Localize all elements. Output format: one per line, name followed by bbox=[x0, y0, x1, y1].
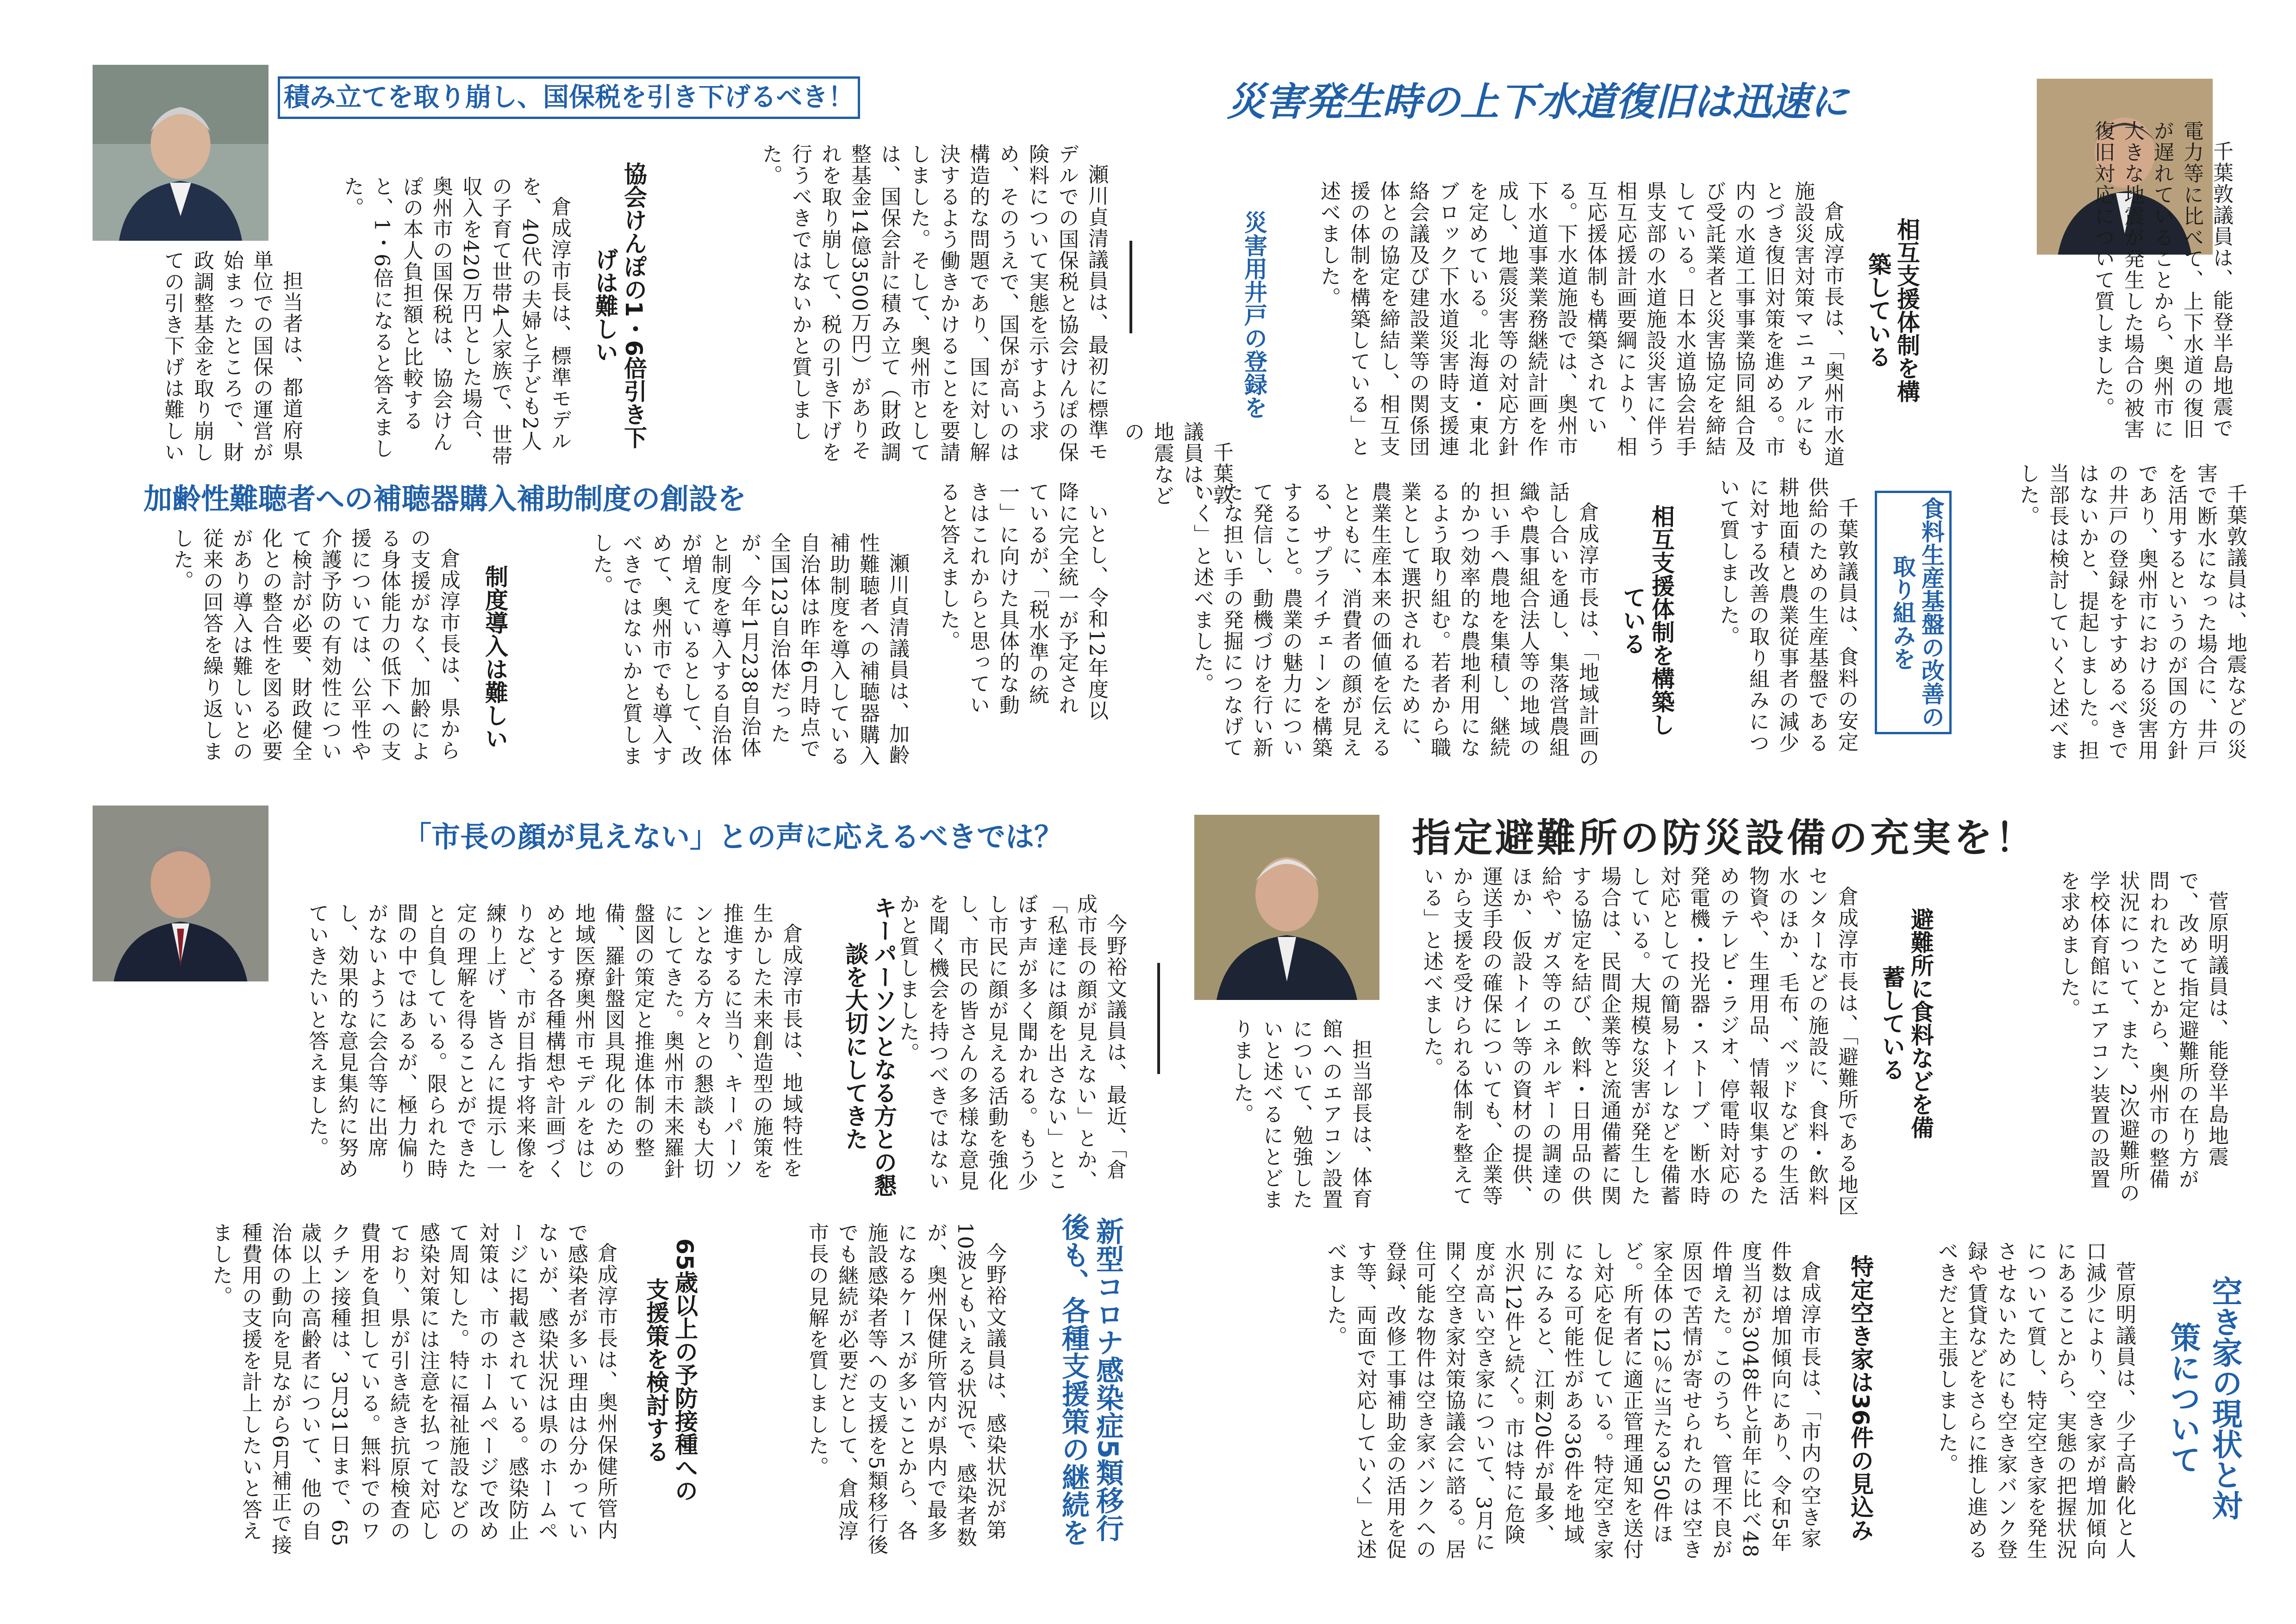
corona-title: 新型コロナ感染症5類移行後も、各種支援策の継続を bbox=[1057, 1213, 1124, 1546]
kokuho-official-answer: 担当者は、都道府県単位での国保の運営が始まったところで、財政調整基金を取り崩しての引き下げは難しい bbox=[161, 250, 303, 463]
hinanjo-subhead: 避難所に食料などを備蓄している bbox=[1878, 907, 1934, 1139]
shichou-subhead: キーパーソンとなる方との懇談を大切にしてきた bbox=[842, 896, 897, 1197]
corona-question-text: 今野裕文議員は、感染状況が第10波ともいえる状況で、感染者数が、奥州保健所管内が県内で最多になるケースが多いことから、各施設感染者等への支援を5類移行後でも継続が必要だとして、倉成淳市長の見解を質しました。 bbox=[805, 1222, 1006, 1555]
kokuho-question-text: 瀬川貞清議員は、最初に標準モデルでの国保税と協会けんぽの保険料について実態を示すよう求め、そのうえで、国保が高いのは構造的な問題であり、国に対し解決するよう働きかけることを要請しました。そして、奥州市としては、国保会計に積み立て（財政調整基金14億3500万円）がありそれを取り崩して、税の引き下げを行うべきではないかと質しました。 bbox=[759, 144, 1108, 463]
hochouki-carryover-text: いとし、令和12年度以降に完全統一が予定されているが、「税水準の統一」に向けた具体的な動きはこれからと思っていると答えました。 bbox=[936, 481, 1108, 721]
hochouki-question-text: 瀬川貞清議員は、加齢性難聴者への補聴器購入補助制度を導入している自治体は昨年6月時点で全国123自治体だったが、今年1月238自治体と制度を導入する自治体が増えているとして、改めて、奥州市でも導入すべきではないかと質しました。 bbox=[589, 532, 909, 767]
suido-well-lead: 千葉敦議員は、地震などの bbox=[1121, 421, 1233, 506]
shichou-answer-text: 倉成淳市長は、地域特性を生かした未来創造型の施策を推進するに当り、キーパーソンとなる方々との懇談も大切にしてきた。奥州市未来羅針盤図の策定と推進体制の整備、羅針盤図具現化のための地域医療奥州市モデルをはじめとする各種構想や計画づくりなど、市が目指す将来像を練り上げ、皆さんに提示し一定の理解を得ることができたと自負している。限られた時間の中ではあるが、極力偏りがないように会合等に出席し、効果的な意見集約に努めていきたいと答えました。 bbox=[305, 903, 803, 1180]
portrait-segawa bbox=[93, 65, 268, 241]
kokuho-subhead: 協会けんぽの1・6倍引き下げは難しい bbox=[592, 162, 647, 449]
akiya-title: 空き家の現状と対策について bbox=[2165, 1276, 2242, 1520]
hinanjo-answer-text: 倉成淳市長は、「避難所である地区センターなどの施設に、食料・飲料水のほか、毛布、ベッドなどの生活物資や、生理用品、情報収集するためのテレビ・ラジオ、停電時対応の発電機・投光器・ストーブ、断水時対応としての簡易トイレなどを備蓄している。大規模な災害が発生した場合は、民間企業等と流通備蓄に関する協定を結び、飲料・日用品の供給や、ガス等のエネルギーの調達のほか、仮設トイレ等の資材の提供、運送手段の確保についても、企業等から支援を受けられる体制を整えている」と述べました。 bbox=[1420, 866, 1858, 1217]
kokuho-mayor-answer: 倉成淳市長は、標準モデルを、40代の夫婦と子ども2人の子育て世帯4人家族で、世帯収入を420万円とした場合、奥州市の国保税は、協会けんぽの本人負担額と比較すると、1・6倍になると答えました。 bbox=[340, 176, 571, 467]
hinanjo-title: 指定避難所の防災設備の充実を！ bbox=[1412, 815, 2037, 861]
vertical-divider-top bbox=[1129, 241, 1132, 333]
suido-title: 災害発生時の上下水道復旧は迅速に bbox=[1227, 79, 1849, 125]
akiya-question-text: 菅原明議員は、少子高齢化と人口減少により、空き家が増加傾向にあることから、実態の把握状況について質し、特定空き家を発生させないためにも空き家バンク登録や賃貸などをさらに推し進めるべきだと主張しました。 bbox=[1934, 1241, 2136, 1560]
suido-subhead-mutual-support: 相互支援体制を構築している bbox=[1865, 218, 1920, 403]
corona-subhead: 65歳以上の予防接種への支援策を検討する bbox=[643, 1238, 698, 1502]
shokuryo-question-text: 千葉敦議員は、食料の安定供給のための生産基盤である耕地面積と農業従事者の減少に対する改善の取り組みについて質しました。 bbox=[1716, 477, 1858, 754]
hinanjo-official-text: 担当部長は、体育館へのエアコン設置について、勉強したいと述べるにとどまりました。 bbox=[1230, 1018, 1372, 1210]
suido-subhead-well: 災害用井戸の登録を bbox=[1241, 211, 1267, 419]
portrait-sugawara bbox=[1194, 815, 1379, 1000]
shokuryo-subhead: 相互支援体制を構築している bbox=[1619, 505, 1675, 736]
shokuryo-subhead-box: 食料生産基盤の改善の取り組みを bbox=[1875, 491, 1952, 734]
suido-well-text: 千葉敦議員は、地震などの災害で断水になった場合に、井戸を活用するというのが国の方針であり、奥州市における災害用の井戸の登録をすすめるべきではないかと、提起しました。担当部長は検討していくと述べました。 bbox=[2016, 463, 2247, 761]
corona-answer-text: 倉成淳市長は、奥州保健所管内で感染者が多い理由は分かっていないが、感染状況は県のホームページに掲載されている。感染防止対策は、市のホームページで改めて周知した。特に福祉施設などの感染対策には注意を払って対応しており、県が引き続き抗原検査の費用を負担している。無料でのワクチン接種は、3月31日まで、65歳以上の高齢者について、他の自治体の動向を見ながら6月補正で接種費用の支援を計上したいと答えました。 bbox=[209, 1222, 618, 1555]
hochouki-title: 加齢性難聴者への補聴器購入補助制度の創設を bbox=[144, 482, 747, 516]
kokuho-title: 積み立てを取り崩し、国保税を引き下げるべき！ bbox=[278, 76, 860, 119]
suido-question-text: 千葉敦議員は、能登半島地震で電力等に比べて、上下水道の復旧が遅れていることから、奥州市に大きな地震が発生した場合の被害復旧対応について質しました。 bbox=[2091, 120, 2233, 440]
shichou-title: 「市長の顔が見えない」との声に応えるべきでは？ bbox=[403, 820, 1063, 854]
suido-mayor-answer: 倉成淳市長は、「奥州市水道施設災害対策マニュアルにもとづき復旧対策を進める。市内の水道工事事業協同組合及び受託業者と災害協定を締結している。日本水道協会岩手県支部の水道施設災害に伴う相互応援計画要綱により、相互応援体制も構築されている。下水道施設では、奥州市下水道事業業務継続計画を作成し、地震災害等の対応方針を定めている。北海道・東北ブロック下水道災害時支援連絡会議及び建設業等の関係団体との協定を締結し、相互支援の体制を構築している」と述べました。 bbox=[1317, 181, 1844, 468]
vertical-divider-bottom bbox=[1157, 963, 1160, 1074]
shokuryo-answer-text: 倉成淳市長は、「地域計画の話し合いを通し、集落営農組織や農事組合法人等の地域の担い手へ農地を集積し、継続的かつ効率的な農地利用になるよう取り組む。若者から職業として選択されるために、農業生産本来の価値を伝えるとともに、消費者の顔が見える、サプライチェーンを構築すること。農業の魅力について発信し、動機づけを行い新たな担い手の発掘につなげていく」と述べました。 bbox=[1190, 481, 1599, 768]
hinanjo-question-text: 菅原明議員は、能登半島地震で、改めて指定避難所の在り方が問われたことから、奥州市の整備状況について、また、2次避難所の学校体育館にエアコン装置の設置を求めました。 bbox=[2057, 870, 2228, 1204]
hochouki-answer-text: 倉成淳市長は、県からの支援がなく、加齢による身体能力の低下への支援については、公平性や介護予防の有効性について検討が必要、財政健全化との整合性を図る必要があり導入は難しいとの従来の回答を繰り返しました。 bbox=[170, 528, 460, 762]
akiya-answer-text: 倉成淳市長は、「市内の空き家件数は増加傾向にあり、令和5年度当初が3048件と前年に比べ48件増えた。このうち、管理不良が原因で苦情が寄せられたのは空き家全体の12％に当たる350件ほど。所有者に適正管理通知を送付し対応を促している。特定空き家になる可能性がある36件を地域別にみると、江刺20件が最多、水沢12件と続く。市は特に危険度が高い空き家について、3月に開く空き家対策協議会に諮る。居住可能な物件は空き家バンクへの登録、改修工事補助金の活用を促す等、両面で対応していく」と述べました。 bbox=[1323, 1241, 1821, 1560]
akiya-subhead: 特定空き家は36件の見込み bbox=[1847, 1255, 1874, 1542]
shichou-question-text: 今野裕文議員は、最近、「倉成市長の顔が見えない」とか、「私達には顔を出さない」とこぼす声が多く聞かれる。もう少し市民に顔が見える活動を強化し、市民の皆さんの多様な意見を聞く機会を持つべきではないかと質しました。 bbox=[896, 893, 1127, 1192]
hochouki-subhead: 制度導入は難しい bbox=[481, 565, 508, 750]
